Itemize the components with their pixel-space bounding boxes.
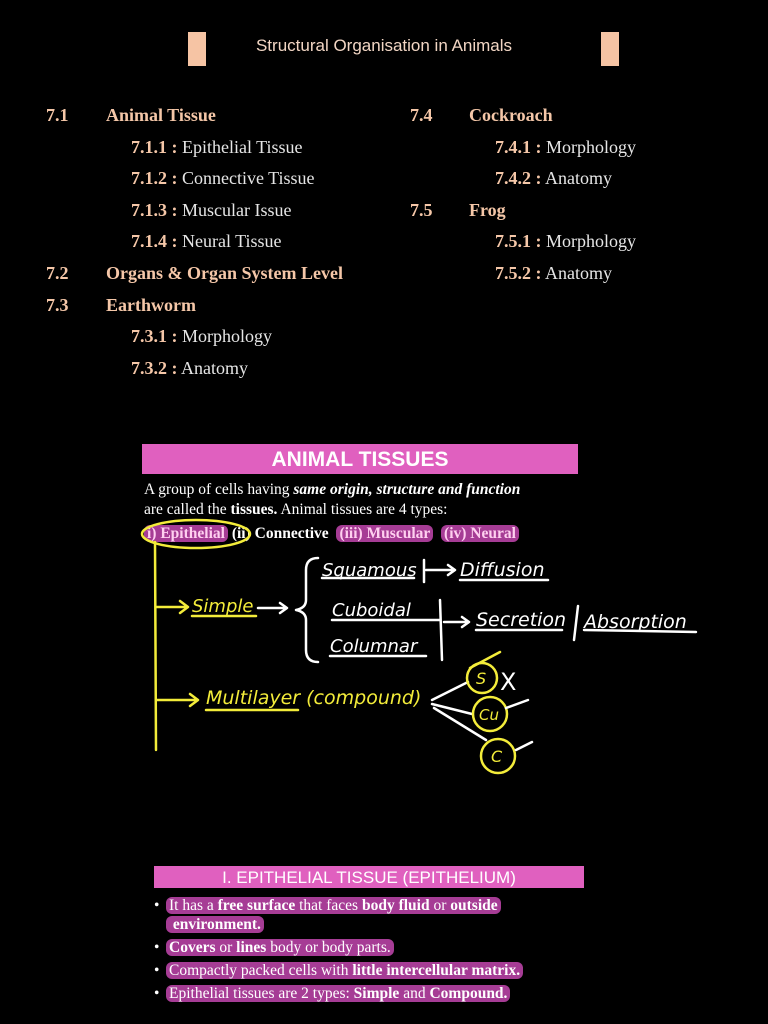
- simple-arrow: [156, 601, 188, 613]
- epithelial-circle: [142, 520, 250, 548]
- epithelial-bullets: [154, 896, 594, 1007]
- toc-subitem[interactable]: 7.1.4 : Neural Tissue: [131, 231, 282, 251]
- tissue-definition: A group of cells having same origin, structure and function are called the tissues. Animal tissues are 4 types:: [144, 481, 521, 518]
- types-brace: [296, 558, 318, 662]
- diffusion-label: Diffusion: [460, 559, 545, 581]
- type-epithelial[interactable]: i) Epithelial: [144, 525, 228, 542]
- epithelial-banner: I. EPITHELIAL TISSUE (EPITHELIUM): [154, 866, 584, 888]
- bullet-free-surface: • It has a free surface that faces body fluid or outside environment.: [154, 896, 594, 934]
- simple-label: Simple: [192, 596, 254, 617]
- toc-subitem[interactable]: 7.1.1 : Epithelial Tissue: [131, 137, 303, 157]
- secretion-label: Secretion: [476, 609, 567, 631]
- toc-subitem[interactable]: 7.4.1 : Morphology: [495, 137, 636, 157]
- toc-item[interactable]: 7.4 Cockroach: [410, 105, 553, 125]
- multilayer-arrow: [156, 694, 198, 706]
- toc-item[interactable]: 7.2 Organs & Organ System Level: [46, 263, 343, 283]
- bullet-covers-lines: • Covers or lines body or body parts.: [154, 938, 594, 957]
- bullet-compact: • Compactly packed cells with little intercellular matrix.: [154, 961, 594, 980]
- c-label: C: [491, 747, 503, 766]
- type-muscular[interactable]: (iii) Muscular: [336, 525, 433, 542]
- type-neural[interactable]: (iv) Neural: [441, 525, 519, 542]
- toc-item[interactable]: 7.5 Frog: [410, 200, 506, 220]
- divider-slash: [574, 606, 578, 640]
- toc-subitem[interactable]: 7.4.2 : Anatomy: [495, 168, 613, 188]
- animal-tissues-banner: ANIMAL TISSUES: [142, 444, 578, 474]
- toc-item[interactable]: 7.3 Earthworm: [46, 295, 196, 315]
- squamous-label: Squamous: [322, 560, 417, 581]
- trunk-line: [155, 542, 156, 750]
- toc-item[interactable]: 7.1 Animal Tissue: [46, 105, 216, 125]
- multilayer-label: Multilayer (compound): [206, 687, 422, 709]
- columnar-label: Columnar: [330, 636, 418, 657]
- cuboidal-label: Cuboidal: [332, 600, 411, 621]
- secretion-arrow: [444, 617, 469, 627]
- toc-subitem[interactable]: 7.5.1 : Morphology: [495, 231, 636, 251]
- squamous-arrow: [426, 565, 455, 575]
- s-label: S: [476, 669, 487, 688]
- chapter-title: Structural Organisation in Animals: [255, 36, 513, 55]
- toc-subitem[interactable]: 7.5.2 : Anatomy: [495, 263, 613, 283]
- toc-subitem[interactable]: 7.3.2 : Anatomy: [131, 358, 249, 378]
- cu-label: Cu: [479, 706, 499, 724]
- toc-subitem[interactable]: 7.1.2 : Connective Tissue: [131, 168, 315, 188]
- absorption-label: Absorption: [584, 611, 687, 633]
- type-connective[interactable]: (ii) Connective: [231, 525, 329, 542]
- toc-subitem[interactable]: 7.1.3 : Muscular Issue: [131, 200, 292, 220]
- simple-to-brace-arrow: [258, 603, 287, 613]
- cross-mark: X: [500, 668, 517, 696]
- bullet-two-types: • Epithelial tissues are 2 types: Simple and Compound.: [154, 984, 594, 1003]
- toc-subitem[interactable]: 7.3.1 : Morphology: [131, 326, 272, 346]
